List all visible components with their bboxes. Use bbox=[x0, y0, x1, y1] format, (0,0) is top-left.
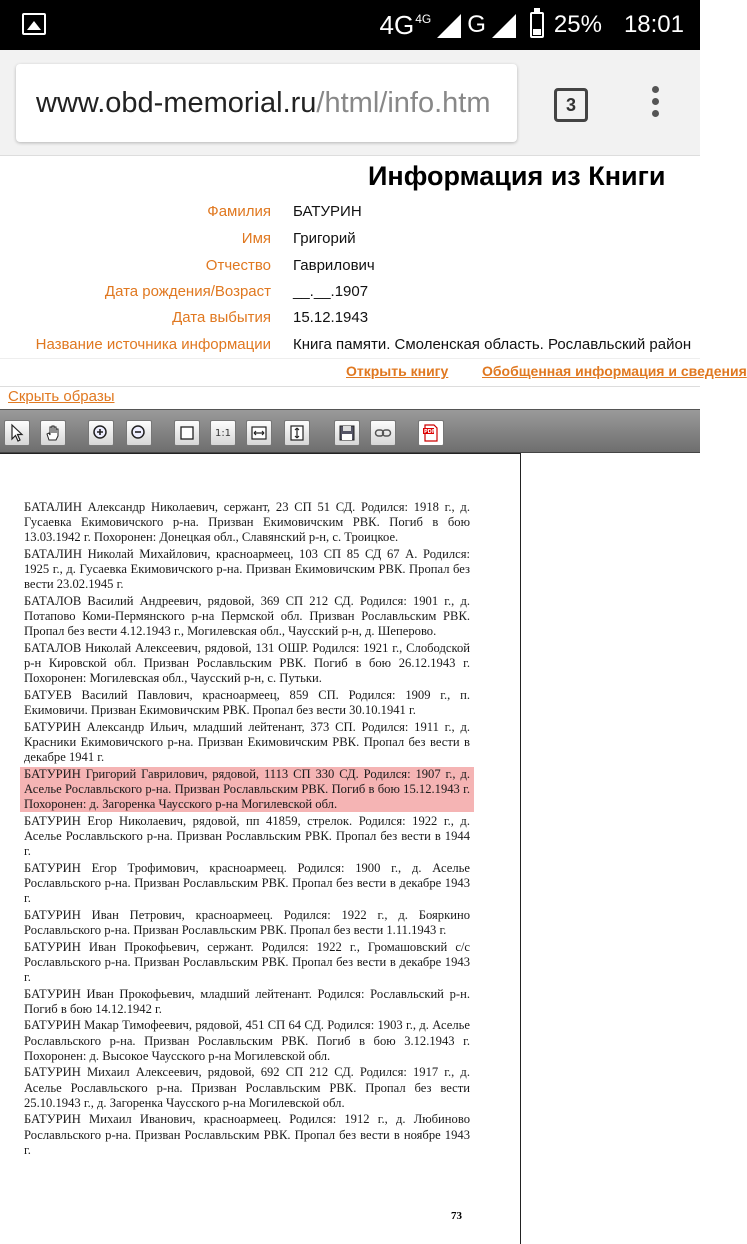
fit-height-button[interactable] bbox=[284, 420, 310, 446]
select-tool-button[interactable] bbox=[4, 420, 30, 446]
address-bar[interactable] bbox=[16, 64, 517, 142]
summary-info-link[interactable]: Обобщенная информация и сведения bbox=[482, 363, 747, 379]
field-value: 15.12.1943 bbox=[293, 309, 369, 326]
highlighted-book-entry: БАТУРИН Григорий Гаврилович, рядовой, 1113 СП 330 СД. Родился: 1907 г., д. Аселье Рославльского р-на. Призван Рославльским РВК. Погиб в бою 15.12.1943 г. Похоронен: д. Загоренка Чаусского р-на Могилевской обл. bbox=[20, 767, 474, 813]
network-4g-indicator: 4G $^{4G}$ bbox=[379, 9, 432, 40]
scan-viewer[interactable] bbox=[0, 453, 700, 1244]
image-viewer-toolbar bbox=[0, 409, 700, 453]
pdf-export-button[interactable] bbox=[418, 420, 444, 446]
fit-height-icon bbox=[288, 424, 306, 442]
fit-width-icon bbox=[250, 424, 268, 442]
field-value: Книга памяти. Смоленская область. Рославльский район bbox=[293, 336, 692, 353]
chain-link-icon bbox=[374, 424, 392, 442]
url-path: /html/info.htm bbox=[316, 86, 491, 119]
info-row-birth-date bbox=[0, 283, 700, 307]
fit-page-button[interactable] bbox=[174, 420, 200, 446]
book-entry: БАТУРИН Александр Ильич, младший лейтенант, 373 СП. Родился: 1911 г., д. Красники Екимовичского р-на. Призван Екимовичским РВК. Пропал без вести в декабре 1941 г. bbox=[24, 719, 470, 765]
link-button[interactable] bbox=[370, 420, 396, 446]
field-label: Отчество bbox=[205, 257, 271, 274]
signal-icon bbox=[437, 14, 461, 38]
cursor-arrow-icon bbox=[8, 424, 26, 442]
divider bbox=[0, 358, 700, 359]
save-button[interactable] bbox=[334, 420, 360, 446]
book-entry: БАТУРИН Егор Николаевич, рядовой, пп 41859, стрелок. Родился: 1922 г., д. Аселье Рославльского р-на. Призван Рославльским РВК. Пропал без вести в 1944 г. bbox=[24, 813, 470, 859]
floppy-disk-icon bbox=[338, 424, 356, 442]
tab-switcher-button[interactable]: 3 bbox=[554, 88, 588, 122]
status-indicators bbox=[380, 8, 684, 42]
pan-tool-button[interactable] bbox=[40, 420, 66, 446]
info-row-departure-date bbox=[0, 309, 700, 333]
book-entry: БАТУЕВ Василий Павлович, красноармеец, 859 СП. Родился: 1909 г., п. Екимовичи. Призван Екимовичским РВК. Пропал без вести 30.10.1941 г. bbox=[24, 688, 470, 718]
hand-icon bbox=[44, 424, 62, 442]
field-label: Дата рождения/Возраст bbox=[104, 283, 271, 300]
scan-text-block bbox=[24, 500, 470, 1159]
scanned-page bbox=[0, 453, 521, 1244]
zoom-in-icon bbox=[92, 424, 110, 442]
page-number: 73 bbox=[451, 1210, 462, 1222]
field-value: __.__.1907 bbox=[293, 283, 369, 300]
info-row-surname bbox=[0, 203, 700, 227]
book-entry: БАТУРИН Михаил Иванович, красноармеец. Родился: 1912 г., д. Любиново Рославльского р-на. Призван Рославльским РВК. Пропал без вести в ноябре 1943 г. bbox=[24, 1112, 470, 1157]
browser-toolbar bbox=[0, 50, 700, 156]
battery-level: 25% bbox=[553, 11, 602, 38]
battery-icon bbox=[530, 12, 544, 38]
url-host: www.obd-memorial.ru bbox=[36, 86, 317, 119]
signal-icon bbox=[492, 14, 516, 38]
page-title: Информация из Книги bbox=[368, 161, 666, 191]
fit-width-button[interactable] bbox=[246, 420, 272, 446]
field-label: Имя bbox=[241, 230, 271, 247]
info-row-name bbox=[0, 230, 700, 254]
book-entry: БАТУРИН Иван Петрович, красноармеец. Родился: 1922 г., д. Бояркино Рославльского р-на. Призван Рославльским РВК. Пропал без вести 1.11.1943 г. bbox=[24, 907, 470, 937]
hide-images-link[interactable]: Скрыть образы bbox=[8, 388, 115, 405]
book-entry: БАТУРИН Егор Трофимович, красноармеец. Родился: 1900 г., д. Аселье Рославльского р-на. Призван Рославльским РВК. Пропал без вести в декабре 1943 г. bbox=[24, 860, 470, 906]
field-label: Фамилия bbox=[207, 203, 271, 220]
info-row-source bbox=[0, 336, 700, 360]
book-entry: БАТУРИН Иван Прокофьевич, сержант. Родился: 1922 г., Громашовский с/с Рославльского р-на. Призван Рославльским РВК. Пропал без вести в декабре 1943 г. bbox=[24, 939, 470, 984]
field-label: Название источника информации bbox=[35, 336, 271, 353]
zoom-out-button[interactable] bbox=[126, 420, 152, 446]
info-row-patronymic bbox=[0, 257, 700, 281]
overflow-menu-icon[interactable] bbox=[648, 86, 662, 124]
network-g-indicator: G bbox=[467, 11, 486, 38]
clock: 18:01 bbox=[623, 11, 684, 38]
svg-text:PDF: PDF bbox=[424, 429, 436, 435]
divider bbox=[0, 386, 700, 387]
book-entry: БАТАЛОВ Николай Алексеевич, рядовой, 131 ОШР. Родился: 1921 г., Слободской р-н Кировской обл. Призван Рославльским РВК. Погиб в бою 26.12.1943 г. Похоронен: Могилевская обл., Чаусский р-н, с. Путьки. bbox=[24, 641, 470, 686]
book-entry: БАТУРИН Макар Тимофеевич, рядовой, 451 СП 64 СД. Родился: 1903 г., д. Аселье Рославльского р-на. Призван Рославльским РВК. Погиб в бою 3.12.1943 г. Похоронен: д. Высокое Чаусского р-на Могилевской обл. bbox=[24, 1018, 470, 1063]
book-entry: БАТАЛИН Александр Николаевич, сержант, 23 СП 51 СД. Родился: 1918 г., д. Гусаевка Екимовичского р-на. Призван Екимовичским РВК. Погиб в бою 13.03.1942 г. Похоронен: Донецкая обл., Славянский р-н, с. Троицкое. bbox=[24, 500, 470, 545]
zoom-in-button[interactable] bbox=[88, 420, 114, 446]
field-value: БАТУРИН bbox=[293, 203, 362, 220]
book-entry: БАТАЛИН Николай Михайлович, красноармеец, 103 СП 85 СД 67 А. Родился: 1925 г., д. Гусаевка Екимовичского р-на. Призван Екимовичским РВК. Пропал без вести 23.02.1945 г. bbox=[24, 547, 470, 592]
field-value: Гаврилович bbox=[293, 257, 375, 274]
zoom-out-icon bbox=[130, 424, 148, 442]
status-bar bbox=[0, 0, 700, 50]
book-entry: БАТУРИН Михаил Алексеевич, рядовой, 692 СП 212 СД. Родился: 1917 г., д. Аселье Рославльского р-на. Призван Рославльским РВК. Пропал без вести 25.10.1943 г., д. Загоренка Чаусского р-на Могилевской обл. bbox=[24, 1065, 470, 1110]
pdf-icon bbox=[422, 424, 440, 442]
actual-size-button[interactable]: 1:1 bbox=[210, 420, 236, 446]
book-links bbox=[0, 363, 747, 385]
book-entry: БАТУРИН Иван Прокофьевич, младший лейтенант. Родился: Рославльский р-н. Погиб в бою 14.12.1942 г. bbox=[24, 986, 470, 1016]
field-value: Григорий bbox=[293, 230, 356, 247]
field-label: Дата выбытия bbox=[172, 309, 271, 326]
book-entry: БАТАЛОВ Василий Андреевич, рядовой, 369 СП 212 СД. Родился: 1901 г., д. Потапово Коми-Пермянского р-на Пермской обл. Призван Рославльским РВК. Пропал без вести 4.12.1943 г., Могилевская обл., Чаусский р-н, д. Шеперово. bbox=[24, 594, 470, 639]
open-book-link[interactable]: Открыть книгу bbox=[346, 363, 449, 379]
gallery-notification-icon bbox=[22, 13, 46, 35]
fit-page-icon bbox=[178, 424, 196, 442]
